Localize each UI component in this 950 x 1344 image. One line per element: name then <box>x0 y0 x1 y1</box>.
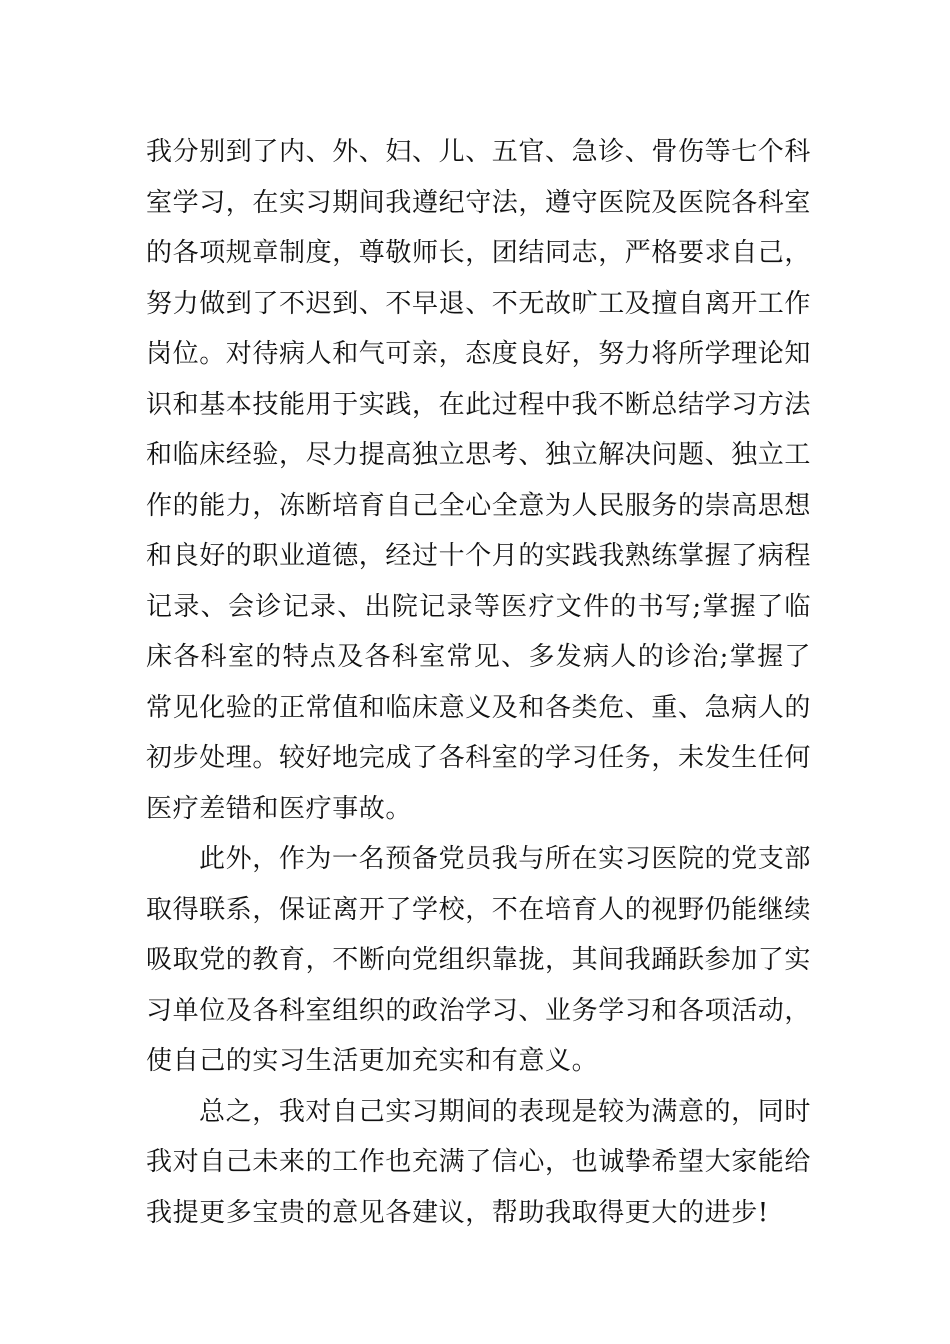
paragraph-party-activities: 此外，作为一名预备党员我与所在实习医院的党支部取得联系，保证离开了学校，不在培育人的视野仍能继续吸取党的教育，不断向党组织靠拢，其间我踊跃参加了实习单位及各科室组织的政治学习、业务学习和各项活动，使自己的实习生活更加充实和有意义。 <box>146 844 812 1076</box>
paragraph-conclusion: 总之，我对自己实习期间的表现是较为满意的，同时我对自己未来的工作也充满了信心，也诚挚希望大家能给我提更多宝贵的意见各建议，帮助我取得更大的进步! <box>146 1096 812 1228</box>
paragraph-internship-summary: 我分别到了内、外、妇、儿、五官、急诊、骨伤等七个科室学习，在实习期间我遵纪守法，遵守医院及医院各科室的各项规章制度，尊敬师长，团结同志，严格要求自己，努力做到了不迟到、不早退、不无故旷工及擅自离开工作岗位。对待病人和气可亲，态度良好，努力将所学理论知识和基本技能用于实践，在此过程中我不断总结学习方法和临床经验，尽力提高独立思考、独立解决问题、独立工作的能力，冻断培育自己全心全意为人民服务的崇高思想和良好的职业道德，经过十个月的实践我熟练掌握了病程记录、会诊记录、出院记录等医疗文件的书写;掌握了临床各科室的特点及各科室常见、多发病人的诊治;掌握了常见化验的正常值和临床意义及和各类危、重、急病人的初步处理。较好地完成了各科室的学习任务，未发生任何医疗差错和医疗事故。 <box>146 137 812 824</box>
document-body <box>146 127 811 1238</box>
